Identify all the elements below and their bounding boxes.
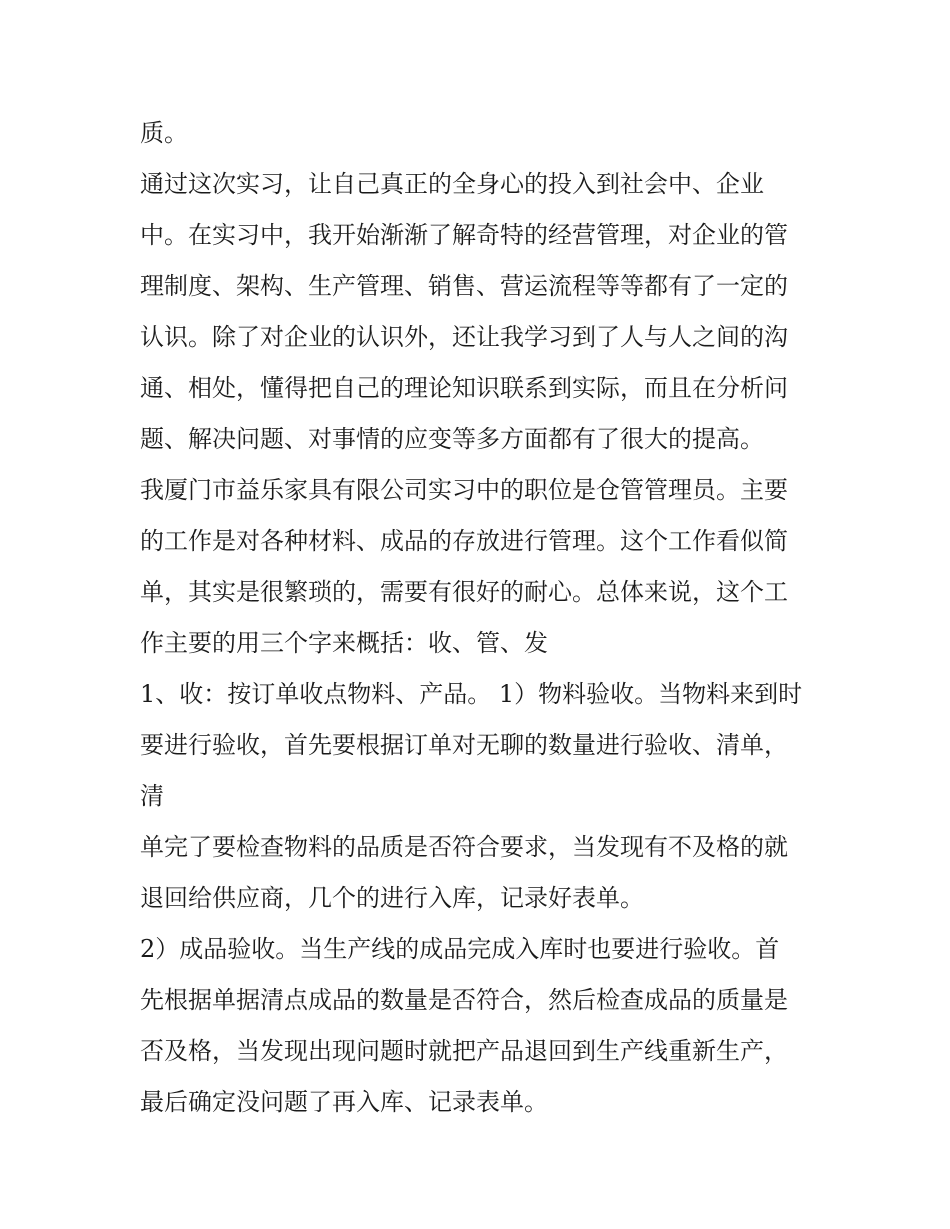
text-line: 1、收：按订单收点物料、产品。 1）物料验收。当物料来到时: [140, 680, 803, 708]
text-line: 否及格，当发现出现问题时就把产品退回到生产线重新生产，: [140, 1037, 788, 1065]
text-line: 中。在实习中，我开始渐渐了解奇特的经营管理，对企业的管: [140, 221, 788, 249]
text-line: 单，其实是很繁琐的，需要有很好的耐心。总体来说，这个工: [140, 578, 788, 606]
text-line: 要进行验收，首先要根据订单对无聊的数量进行验收、清单，: [140, 731, 788, 759]
text-line: 我厦门市益乐家具有限公司实习中的职位是仓管管理员。主要: [140, 476, 788, 504]
text-line: 2）成品验收。当生产线的成品完成入库时也要进行验收。首: [140, 935, 780, 963]
text-line: 理制度、架构、生产管理、销售、营运流程等等都有了一定的: [140, 272, 788, 300]
body-text: [140, 108, 830, 1128]
text-line: 最后确定没问题了再入库、记录表单。: [140, 1088, 548, 1116]
text-line: 质。: [140, 119, 188, 147]
text-line: 清: [140, 782, 164, 810]
text-line: 认识。除了对企业的认识外，还让我学习到了人与人之间的沟: [140, 323, 788, 351]
text-line: 通过这次实习，让自己真正的全身心的投入到社会中、企业: [140, 170, 764, 198]
text-line: 题、解决问题、对事情的应变等多方面都有了很大的提高。: [140, 425, 764, 453]
text-line: 通、相处，懂得把自己的理论知识联系到实际，而且在分析问: [140, 374, 788, 402]
text-line: 的工作是对各种材料、成品的存放进行管理。这个工作看似简: [140, 527, 788, 555]
text-line: 先根据单据清点成品的数量是否符合，然后检查成品的质量是: [140, 986, 788, 1014]
text-line: 单完了要检查物料的品质是否符合要求，当发现有不及格的就: [140, 833, 788, 861]
text-line: 退回给供应商，几个的进行入库，记录好表单。: [140, 884, 644, 912]
text-line: 作主要的用三个字来概括：收、管、发: [140, 629, 548, 657]
